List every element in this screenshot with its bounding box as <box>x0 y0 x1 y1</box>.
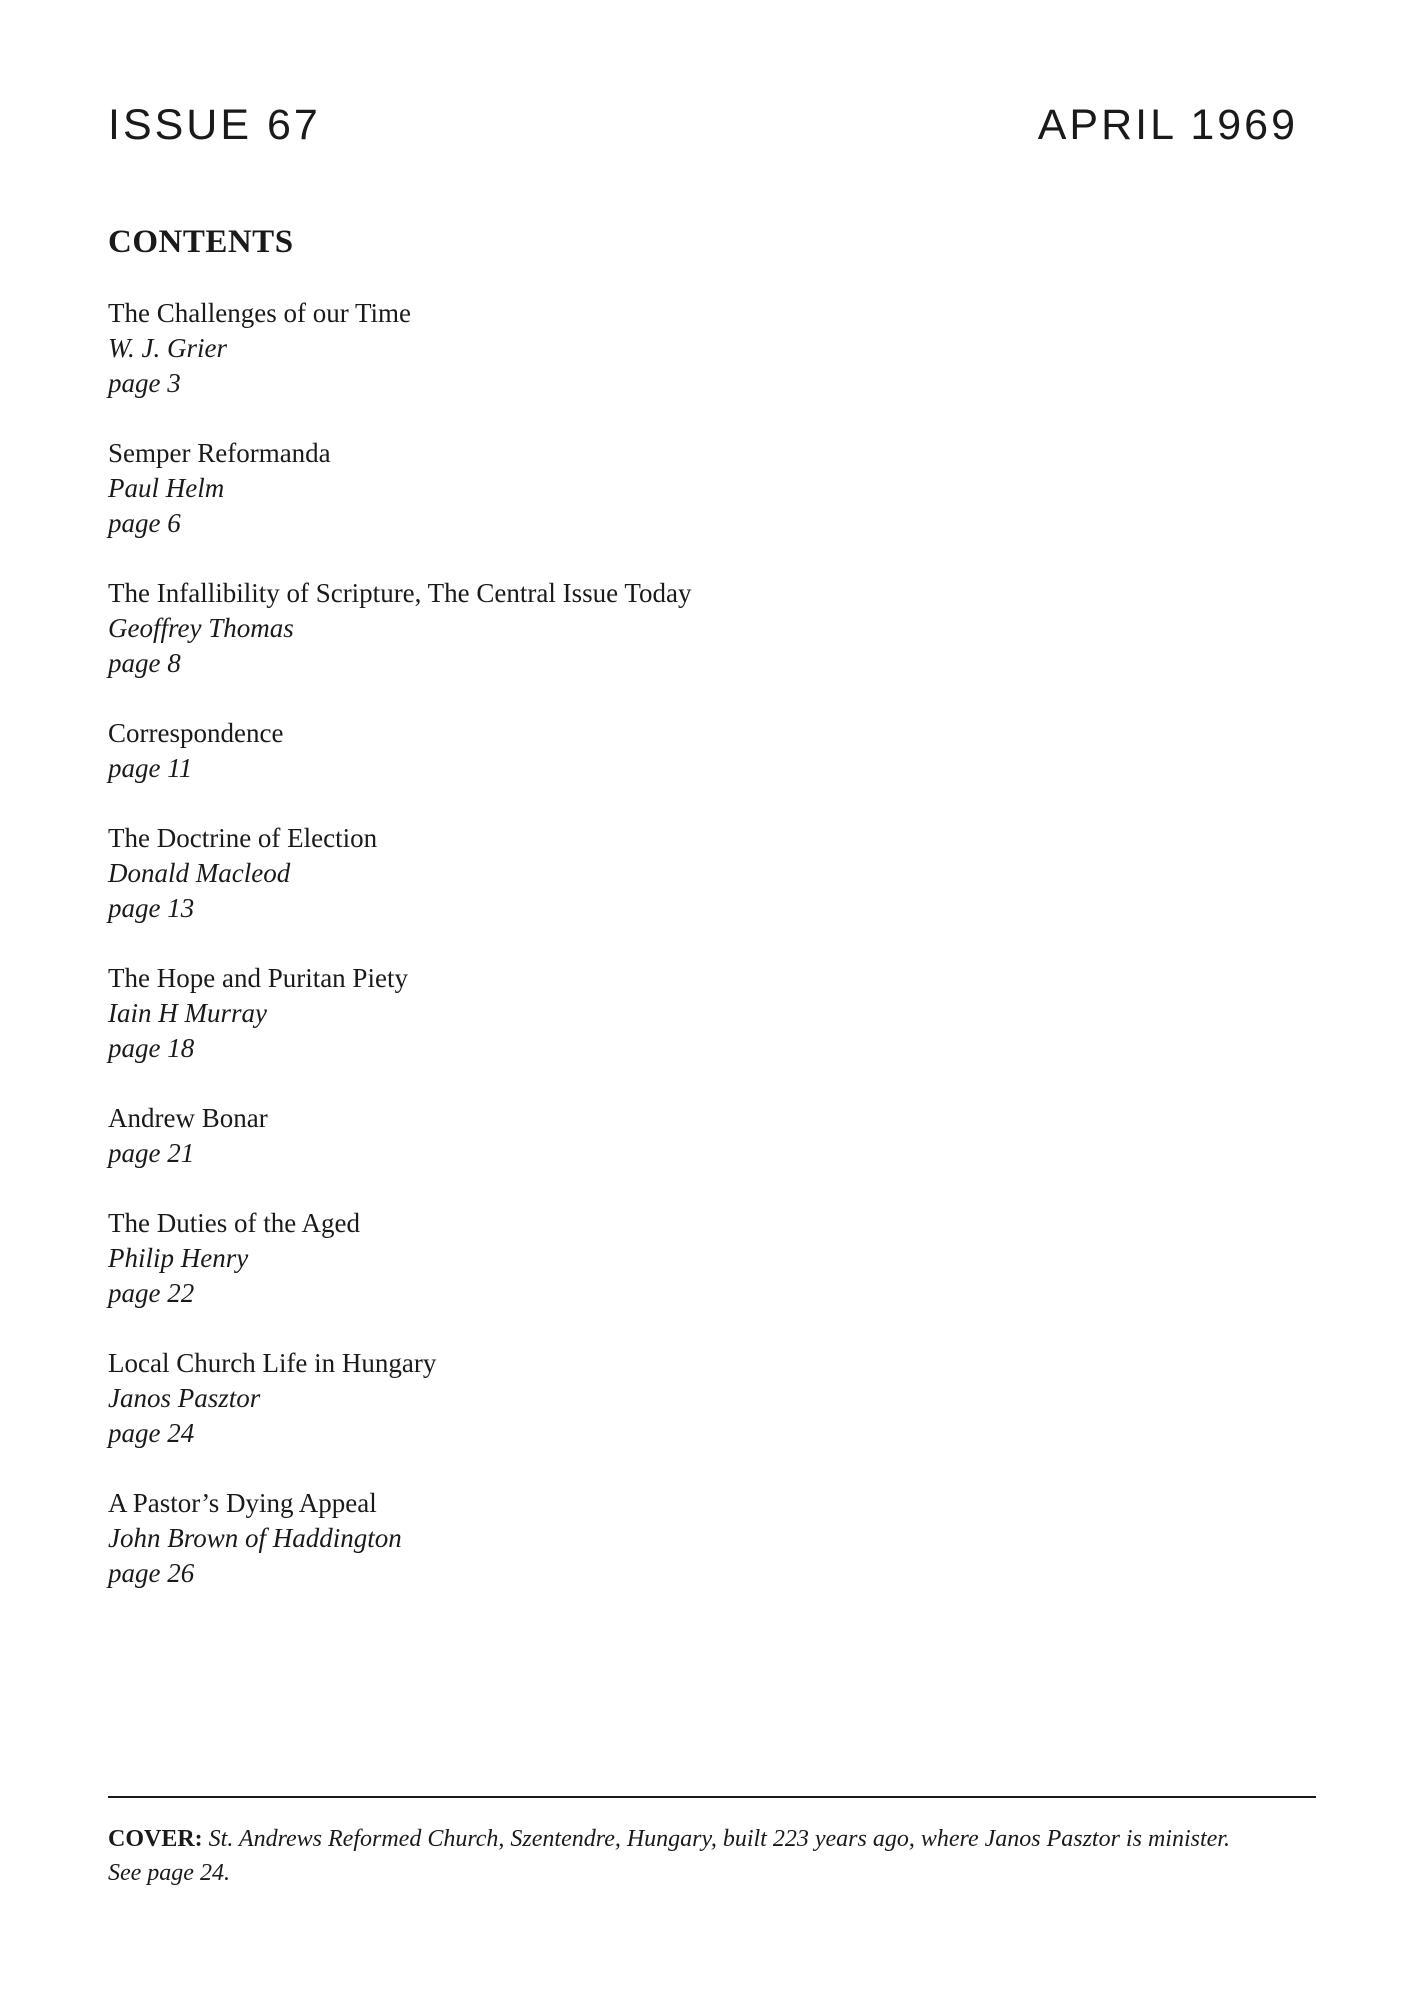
entry-author: Janos Pasztor <box>108 1383 261 1413</box>
entry-title: The Hope and Puritan Piety <box>108 963 408 993</box>
entry-author: John Brown of Haddington <box>108 1523 402 1553</box>
entry-page: page 3 <box>108 368 181 398</box>
entry-page: page 18 <box>108 1033 195 1063</box>
entry-title: The Duties of the Aged <box>108 1208 360 1238</box>
entry-page: page 26 <box>108 1558 195 1588</box>
entry-title: Local Church Life in Hungary <box>108 1348 437 1378</box>
cover-page-reference: See page 24. <box>108 1860 230 1886</box>
entry-page: page 8 <box>108 648 181 678</box>
contents-entry <box>108 576 1298 681</box>
entry-title: Semper Reformanda <box>108 438 331 468</box>
entry-author: Philip Henry <box>108 1243 249 1273</box>
contents-entry <box>108 1346 1298 1451</box>
contents-entry <box>108 436 1298 541</box>
entry-title: Andrew Bonar <box>108 1103 268 1133</box>
entry-page: page 13 <box>108 893 195 923</box>
entry-title: The Challenges of our Time <box>108 298 411 328</box>
page-header <box>108 100 1298 160</box>
contents-entry <box>108 1101 1298 1171</box>
entry-author: Paul Helm <box>108 473 225 503</box>
contents-entry <box>108 716 1298 786</box>
contents-entry <box>108 1206 1298 1311</box>
contents-heading: CONTENTS <box>108 224 294 260</box>
contents-entry <box>108 1486 1298 1591</box>
entry-page: page 11 <box>108 753 193 783</box>
contents-list <box>108 296 1298 1626</box>
entry-page: page 21 <box>108 1138 195 1168</box>
entry-author: Iain H Murray <box>108 998 267 1028</box>
entry-author: W. J. Grier <box>108 333 227 363</box>
entry-author: Geoffrey Thomas <box>108 613 294 643</box>
entry-title: The Doctrine of Election <box>108 823 378 853</box>
cover-caption <box>108 1822 1318 1890</box>
issue-number: ISSUE 67 <box>108 101 321 149</box>
issue-date: APRIL 1969 <box>1037 101 1298 149</box>
entry-title: A Pastor’s Dying Appeal <box>108 1488 377 1518</box>
entry-title: Correspondence <box>108 718 284 748</box>
entry-title: The Infallibility of Scripture, The Central Issue Today <box>108 578 692 608</box>
cover-label: COVER: <box>108 1826 203 1852</box>
contents-entry <box>108 961 1298 1066</box>
entry-page: page 6 <box>108 508 181 538</box>
footer-divider <box>108 1796 1316 1798</box>
entry-page: page 22 <box>108 1278 195 1308</box>
contents-entry <box>108 821 1298 926</box>
entry-page: page 24 <box>108 1418 195 1448</box>
cover-description: St. Andrews Reformed Church, Szentendre, Hungary, built 223 years ago, where Janos Pasztor is minister. <box>208 1826 1230 1852</box>
contents-entry <box>108 296 1298 401</box>
entry-author: Donald Macleod <box>108 858 291 888</box>
